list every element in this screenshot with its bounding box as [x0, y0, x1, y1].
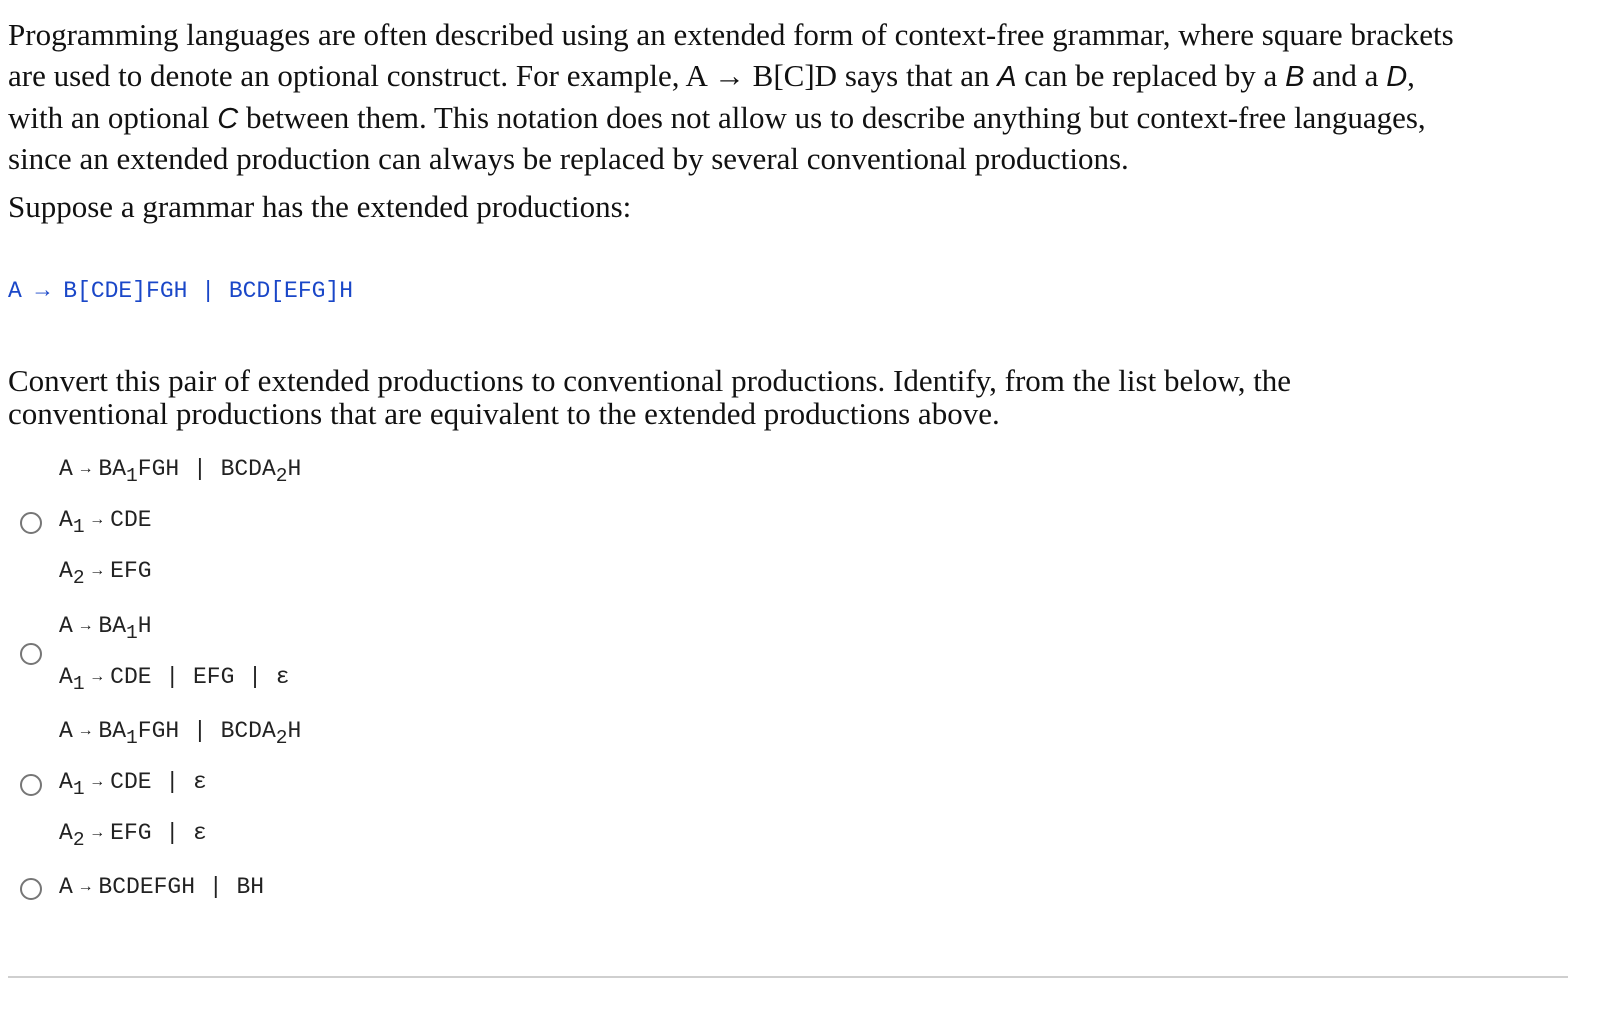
option-2-line-1: $A \to BA_1H$ [59, 613, 152, 644]
arrow-icon: → [92, 511, 103, 529]
arrow-icon: → [80, 617, 91, 635]
option-1-line-3: $A_2$ → EFG [59, 558, 152, 589]
intro-line-3-a: with an optional [8, 100, 218, 135]
option-2-line-2: $A_1$ → CDE | EFG | ε [59, 664, 290, 695]
question-intro [8, 14, 1568, 227]
arrow-icon: → [80, 460, 91, 478]
arrow-icon: → [92, 773, 103, 791]
intro-line-1: Programming languages are often described using an extended form of context-free grammar, where square brackets [8, 17, 1454, 52]
option-3-line-2: $A_1$ → CDE | ε [59, 769, 207, 800]
arrow-icon: → [92, 562, 103, 580]
option-4-radio[interactable] [20, 878, 42, 900]
var-C: C [217, 103, 239, 135]
arrow-icon: → [80, 722, 91, 740]
intro-line-5: Suppose a grammar has the extended productions: [8, 189, 632, 224]
intro-line-2-b: can be replaced by a [1016, 58, 1286, 93]
instruction-line-1: Convert this pair of extended productions to conventional productions. Identify, from the list below, the [8, 363, 1292, 398]
arrow-icon: → [80, 878, 91, 896]
option-3-radio[interactable] [20, 774, 42, 796]
arrow-icon: → [92, 824, 103, 842]
intro-line-2-d: , [1407, 58, 1415, 93]
var-A: A [997, 61, 1017, 93]
intro-line-2 [8, 55, 1568, 98]
intro-line-3-b: between them. This notation does not allow us to describe anything but context-free languages, [238, 100, 1426, 135]
bottom-divider [8, 976, 1568, 978]
intro-line-3 [8, 98, 1568, 139]
extended-production: A → B[CDE]FGH | BCD[EFG]H [8, 278, 354, 304]
option-3-line-1: $A \to BA_1FGH$ | $BCDA_2H$ [59, 718, 302, 749]
instruction [8, 364, 1568, 430]
option-1-line-1: $A \to BA_1FGH$ | $BCDA_2H$ [59, 456, 302, 487]
option-4-line-1: A → BCDEFGH | BH [59, 874, 265, 900]
option-1-line-2: $A_1$ → CDE [59, 507, 152, 538]
intro-line-2-c: and a [1304, 58, 1387, 93]
intro-line-2-a: are used to denote an optional construct. For example, A → B[C]D says that an [8, 58, 998, 93]
option-1-radio[interactable] [20, 512, 42, 534]
option-2-radio[interactable] [20, 643, 42, 665]
instruction-line-2: conventional productions that are equivalent to the extended productions above. [8, 396, 1000, 431]
var-B: B [1285, 61, 1305, 93]
var-D: D [1386, 61, 1408, 93]
intro-line-4: since an extended production can always be replaced by several conventional productions. [8, 141, 1129, 176]
arrow-icon: → [92, 668, 103, 686]
option-3-line-3: $A_2$ → EFG | ε [59, 820, 207, 851]
